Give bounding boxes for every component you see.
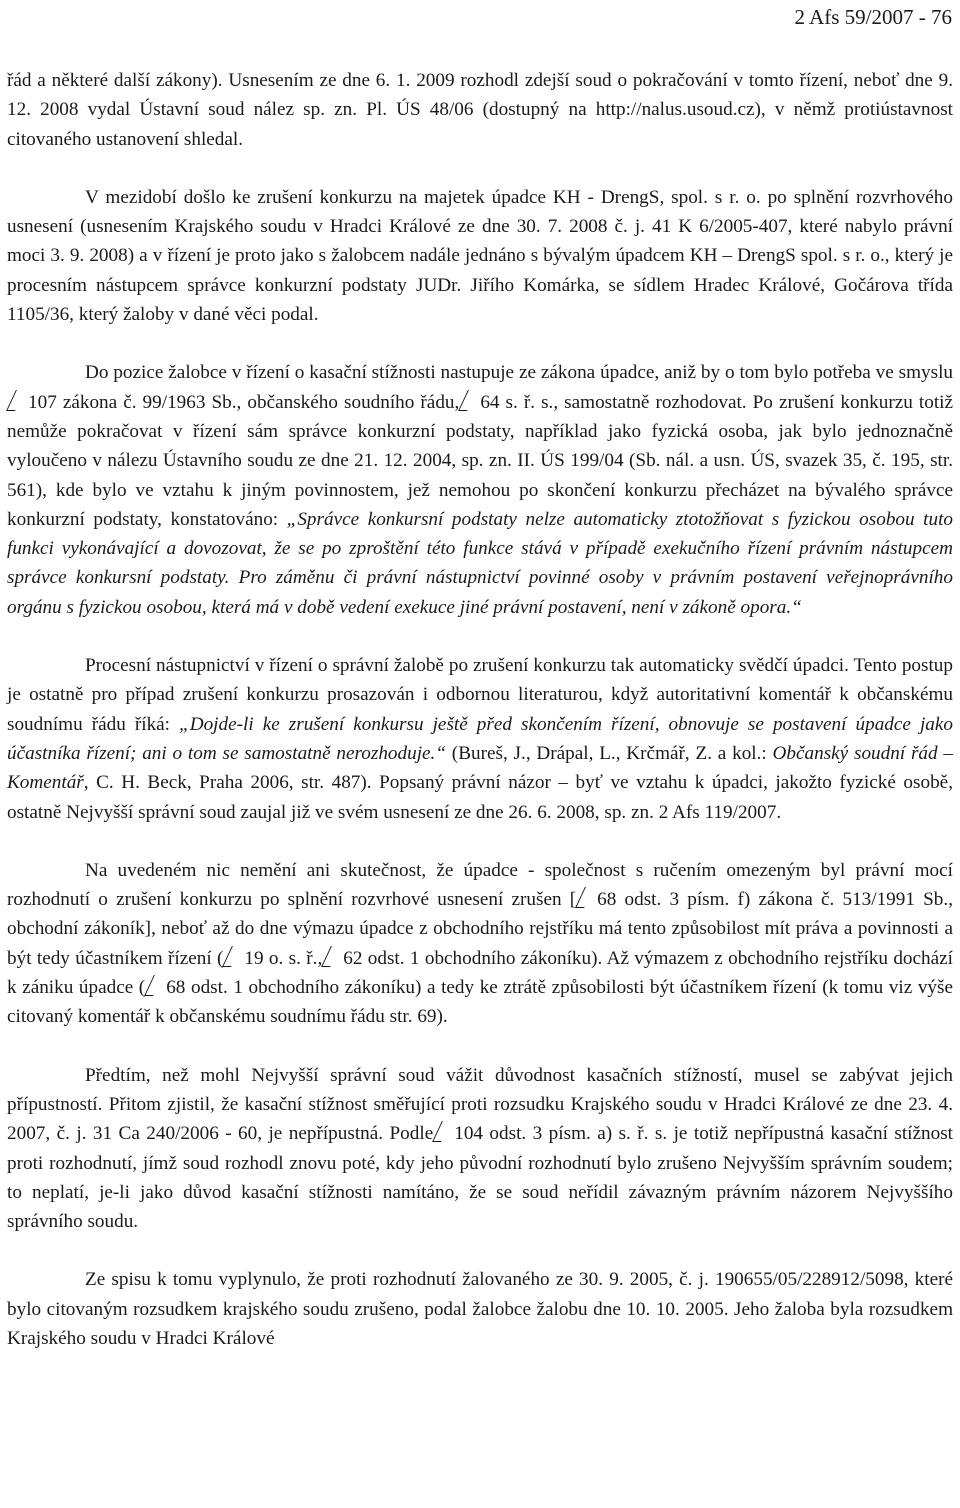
paragraph-4-quote: „Dojde-li ke zrušení konkursu ještě před skončením řízení, obnovuje se postavení úpadce jako účastníka řízení; ani o tom se samostatně nerozhoduje.“ [7, 713, 953, 764]
paragraph-2-text: V mezidobí došlo ke zrušení konkurzu na majetek úpadce KH - DrengS, spol. s r. o. po splnění rozvrhového usnesení (usnesením Krajského soudu v Hradci Králové ze dne 30. 7. 2008 č. j. 41 K 6/2005-407, které nabylo právní moci 3. 9. 2008) a v řízení je proto jako s žalobcem nadále jednáno s bývalým úpadcem KH – DrengS spol. s r. o., který je procesním nástupcem správce konkurzní podstaty JUDr. Jiřího Komárka, se sídlem Hradec Králové, Gočárova třída 1105/36, který žaloby v dané věci podal. [7, 186, 953, 326]
paragraph-5-text-a: Na uvedeném nic nemění ani skutečnost, že úpadce - společnost s ručením omezeným byl právní mocí rozhodnutí o zrušení konkurzu po splnění rozvrhové usnesení zrušen [ [7, 859, 953, 911]
paragraph-5-text-b: 68 odst. 3 písm. f) zákona č. 513/1991 Sb., obchodní zákoník], neboť až do dne výmazu úpadce z obchodního rejstříku má tento způsobilost mít práva a povinnosti a být tedy účastníkem řízení ( [7, 889, 953, 969]
paragraph-4-text-b: (Bureš, J., Drápal, L., Krčmář, Z. a kol.: [446, 742, 773, 764]
paragraph-3-text-c: 64 s. ř. s., samostatně rozhodovat. Po zrušení konkurzu totiž nemůže pokračovat v řízení sám správce konkurzní podstaty, například jako fyzická osoba, jak bylo jednoznačně vyloučeno v nálezu Ústavního soudu ze dne 21. 12. 2004, sp. zn. II. ÚS 199/04 (Sb. nál. a usn. ÚS, svazek 35, č. 195, str. 561), kde bylo ve vztahu k jiným povinnostem, jež nemohou po skončení konkurzu přecházet na bývalého správce konkurzní podstaty, konstatováno: [7, 391, 954, 530]
paragraph-1-text: řád a některé další zákony). Usnesením ze dne 6. 1. 2009 rozhodl zdejší soud o pokračování v tomto řízení, neboť dne 9. 12. 2008 vydal Ústavní soud nález sp. zn. Pl. ÚS 48/06 (dostupný na http://nalus.usoud.cz), v němž protiústavnost citovaného ustanovení shledal. [7, 70, 953, 150]
paragraph-5-text-e: 68 odst. 1 obchodního zákoníku) a tedy ke ztrátě způsobilosti být účastníkem řízení (k tomu viz výše citovaný komentář k občanskému soudnímu řádu str. 69). [7, 977, 953, 1028]
paragraph-3-text-a: Do pozice žalobce v řízení o kasační stížnosti nastupuje ze zákona úpadce, aniž by o tom bylo potřeba ve smyslu [85, 362, 953, 384]
paragraph-2 [7, 183, 953, 329]
section-sign-icon [144, 975, 163, 996]
paragraph-5 [7, 856, 953, 1032]
paragraph-3-quote: „Správce konkursní podstaty nelze automaticky ztotožňovat s fyzickou osobou tuto funkci vykonávající a dovozovat, že se po zproštění této funkce stává v případě exekučního řízení právním nástupcem správce konkursní podstaty. Pro záměnu či právní nástupnictví povinné osoby v právním postavení veřejnoprávního orgánu s fyzickou osobou, která má v době vedení exekuce jiné právní postavení, není v zákoně opora.“ [7, 508, 953, 618]
paragraph-5-text-c: 19 o. s. ř., [244, 947, 323, 969]
paragraph-4-text-c: C. H. Beck, Praha 2006, str. 487). Popsaný právní názor – byť ve vztahu k úpadci, jakožto fyzické osobě, ostatně Nejvyšší správní soud zaujal již ve svém usnesení ze dne 26. 6. 2008, sp. zn. 2 Afs 119/2007. [7, 772, 953, 823]
paragraph-4-book-title: Občanský soudní řád – Komentář, [7, 742, 953, 794]
paragraph-7 [7, 1265, 953, 1353]
paragraph-7-text: Ze spisu k tomu vyplynulo, že proti rozhodnutí žalovaného ze 30. 9. 2005, č. j. 190655/05/228912/5098, které bylo citovaným rozsudkem krajského soudu zrušeno, podal žalobce žalobu dne 10. 10. 2005. Jeho žaloba byla rozsudkem Krajského soudu v Hradci Králové [7, 1269, 953, 1349]
case-number-header: 2 Afs 59/2007 - 76 [794, 5, 952, 29]
paragraph-5-text-d: 62 odst. 1 obchodního zákoníku). Až výmazem z obchodního rejstříku dochází k zániku úpadce ( [7, 947, 953, 999]
section-sign-icon [222, 946, 241, 967]
paragraph-6-text-b: 104 odst. 3 písm. a) s. ř. s. je totiž nepřípustná kasační stížnost proti rozhodnutí, jímž soud rozhodl znovu poté, kdy jeho původní rozhodnutí bylo zrušeno Nejvyšším správním soudem; to neplatí, je-li jako důvod kasační stížnosti namítáno, že se soud neřídil závazným právním názorem Nejvyššího správního soudu. [7, 1123, 953, 1233]
paragraph-4 [7, 651, 953, 827]
paragraph-4-text-a: Procesní nástupnictví v řízení o správní žalobě po zrušení konkurzu tak automaticky svědčí úpadci. Tento postup je ostatně pro případ zrušení konkurzu prosazován i odbornou literaturou, když autoritativní komentář k občanskému soudnímu řádu říká: [7, 655, 953, 735]
paragraph-6-text-a: Předtím, než mohl Nejvyšší správní soud vážit důvodnost kasačních stížností, musel se zabývat jejich přípustností. Přitom zjistil, že kasační stížnost směřující proti rozsudku Krajského soudu v Hradci Králové ze dne 23. 4. 2007, č. j. 31 Ca 240/2006 - 60, je nepřípustná. Podle [7, 1064, 953, 1145]
section-sign-icon [575, 887, 594, 908]
paragraph-1 [7, 66, 953, 154]
section-sign-icon [321, 946, 340, 967]
paragraph-6 [7, 1061, 953, 1237]
document-body [7, 66, 953, 1353]
section-sign-icon [458, 390, 477, 411]
paragraph-3 [7, 358, 953, 622]
section-sign-icon [6, 390, 25, 411]
paragraph-3-text-b: 107 zákona č. 99/1963 Sb., občanského soudního řádu, [28, 391, 460, 413]
section-sign-icon [432, 1121, 451, 1142]
